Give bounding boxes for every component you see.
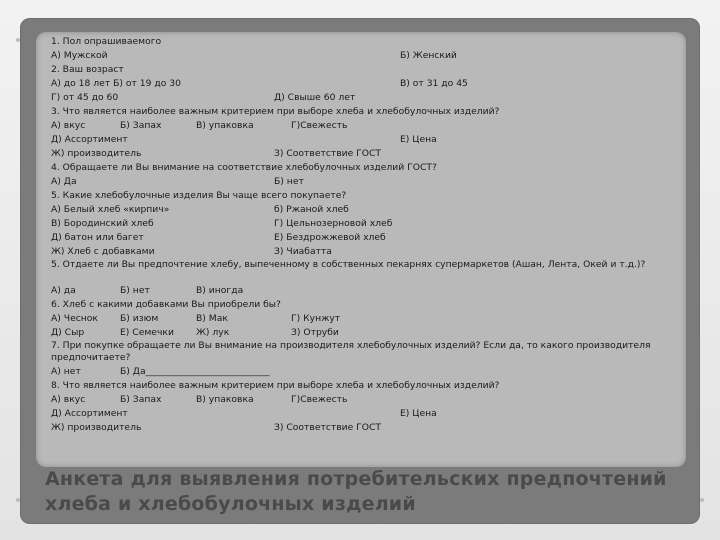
questionnaire-text-segment: Б) изюм	[120, 313, 159, 324]
questionnaire-line	[51, 63, 681, 77]
questionnaire-line	[51, 119, 681, 133]
questionnaire-text-segment: Б) Запах	[120, 120, 162, 131]
questionnaire-text-segment: 2. Ваш возраст	[51, 64, 124, 75]
questionnaire-text-segment: З) Отруби	[291, 327, 339, 338]
questionnaire-text-segment: А) до 18 лет Б) от 19 до 30	[51, 78, 181, 89]
questionnaire-line	[51, 245, 681, 259]
questionnaire-line	[51, 49, 681, 63]
questionnaire-text-segment: 8. Что является наиболее важным критерием при выборе хлеба и хлебобулочных изделий?	[51, 380, 500, 391]
questionnaire-line	[51, 326, 681, 340]
questionnaire-text-segment: 7. При покупке обращаете ли Вы внимание на производителя хлебобулочных изделий? Если да, то какого производителя предпочитаете?	[51, 340, 651, 363]
questionnaire-line	[51, 133, 681, 147]
questionnaire-text-segment: А) Белый хлеб «кирпич»	[51, 204, 170, 215]
questionnaire-text-segment: З) Соответствие ГОСТ	[274, 148, 382, 159]
questionnaire-text-segment: Ж) производитель	[51, 422, 142, 433]
questionnaire-text-segment: В) от 31 до 45	[400, 78, 468, 89]
questionnaire-line	[51, 203, 681, 217]
questionnaire-line	[51, 217, 681, 231]
questionnaire-text-segment: А) да	[51, 285, 76, 296]
questionnaire-text-segment: 5. Отдаете ли Вы предпочтение хлебу, выпеченному в собственных пекарнях супермаркетов (Ашан, Лента, Окей и т.д.)?	[51, 259, 646, 270]
questionnaire-line	[51, 105, 681, 119]
questionnaire-line	[51, 77, 681, 91]
questionnaire-text-segment: А) вкус	[51, 394, 86, 405]
questionnaire-text-segment: Г) Цельнозерновой хлеб	[274, 218, 393, 229]
questionnaire-text-segment: Д) Ассортимент	[51, 408, 128, 419]
questionnaire-text-segment: Г)Свежесть	[291, 394, 348, 405]
questionnaire-text-segment: Е) Цена	[400, 408, 437, 419]
questionnaire-line	[51, 259, 681, 284]
questionnaire-text-segment: 1. Пол опрашиваемого	[51, 36, 162, 47]
questionnaire-text-segment: В) упаковка	[196, 120, 254, 131]
questionnaire-text-segment: Д) батон или багет	[51, 232, 144, 243]
decor-dot	[16, 498, 20, 502]
questionnaire-text-segment: Б) Да___________________________	[120, 366, 270, 377]
questionnaire-line	[51, 379, 681, 393]
questionnaire-line	[51, 407, 681, 421]
questionnaire-text-segment: Г)Свежесть	[291, 120, 348, 131]
questionnaire-text-segment: А) нет	[51, 366, 81, 377]
questionnaire-text-segment: В) Бородинский хлеб	[51, 218, 154, 229]
questionnaire-text-segment: В) Мак	[196, 313, 228, 324]
questionnaire-line	[51, 91, 681, 105]
questionnaire-text-segment: Б) Женский	[400, 50, 457, 61]
questionnaire-text-segment: Б) Запах	[120, 394, 162, 405]
questionnaire-text-segment: 5. Какие хлебобулочные изделия Вы чаще всего покупаете?	[51, 190, 347, 201]
questionnaire-text-segment: Г) Кунжут	[291, 313, 341, 324]
questionnaire-text-segment: Е) Бездрожжевой хлеб	[274, 232, 386, 243]
questionnaire-text-segment: Д) Ассортимент	[51, 134, 128, 145]
questionnaire-text-segment: Б) нет	[274, 176, 304, 187]
questionnaire-line	[51, 340, 681, 365]
questionnaire-line	[51, 189, 681, 203]
questionnaire-text-segment: В) иногда	[196, 285, 244, 296]
questionnaire-line	[51, 231, 681, 245]
questionnaire-line	[51, 312, 681, 326]
questionnaire-text-segment: З) Соответствие ГОСТ	[274, 422, 382, 433]
decor-dot	[700, 498, 704, 502]
questionnaire-text-segment: Е) Семечки	[120, 327, 174, 338]
questionnaire-line	[51, 393, 681, 407]
questionnaire-text-segment: б) Ржаной хлеб	[274, 204, 349, 215]
questionnaire-text-segment: Д) Свыше 60 лет	[274, 92, 356, 103]
questionnaire-line	[51, 161, 681, 175]
questionnaire-text-segment: А) Чеснок	[51, 313, 98, 324]
questionnaire-line	[51, 175, 681, 189]
questionnaire-text-segment: 6. Хлеб с какими добавками Вы приобрели бы?	[51, 299, 281, 310]
questionnaire-text-segment: 4. Обращаете ли Вы внимание на соответствие хлебобулочных изделий ГОСТ?	[51, 162, 437, 173]
questionnaire-text-segment: Б) нет	[120, 285, 150, 296]
questionnaire-line	[51, 35, 681, 49]
questionnaire-text-segment: Ж) лук	[196, 327, 230, 338]
questionnaire-text-segment: Ж) производитель	[51, 148, 142, 159]
questionnaire-text-segment: Д) Сыр	[51, 327, 85, 338]
slide-title: Анкета для выявления потребительских предпочтений хлеба и хлебобулочных изделий	[45, 468, 667, 515]
questionnaire-text-segment: 3. Что является наиболее важным критерием при выборе хлеба и хлебобулочных изделий?	[51, 106, 500, 117]
questionnaire-text	[51, 35, 681, 435]
questionnaire-text-segment: А) Мужской	[51, 50, 108, 61]
decor-dot	[16, 38, 20, 42]
questionnaire-line	[51, 365, 681, 379]
questionnaire-text-segment: Е) Цена	[400, 134, 437, 145]
questionnaire-line	[51, 298, 681, 312]
questionnaire-text-segment: Ж) Хлеб с добавками	[51, 246, 155, 257]
questionnaire-text-segment: А) Да	[51, 176, 77, 187]
questionnaire-text-segment: Г) от 45 до 60	[51, 92, 119, 103]
questionnaire-line	[51, 421, 681, 435]
questionnaire-text-segment: З) Чиабатта	[274, 246, 332, 257]
questionnaire-line	[51, 284, 681, 298]
questionnaire-line	[51, 147, 681, 161]
questionnaire-text-segment: А) вкус	[51, 120, 86, 131]
questionnaire-text-segment: В) упаковка	[196, 394, 254, 405]
